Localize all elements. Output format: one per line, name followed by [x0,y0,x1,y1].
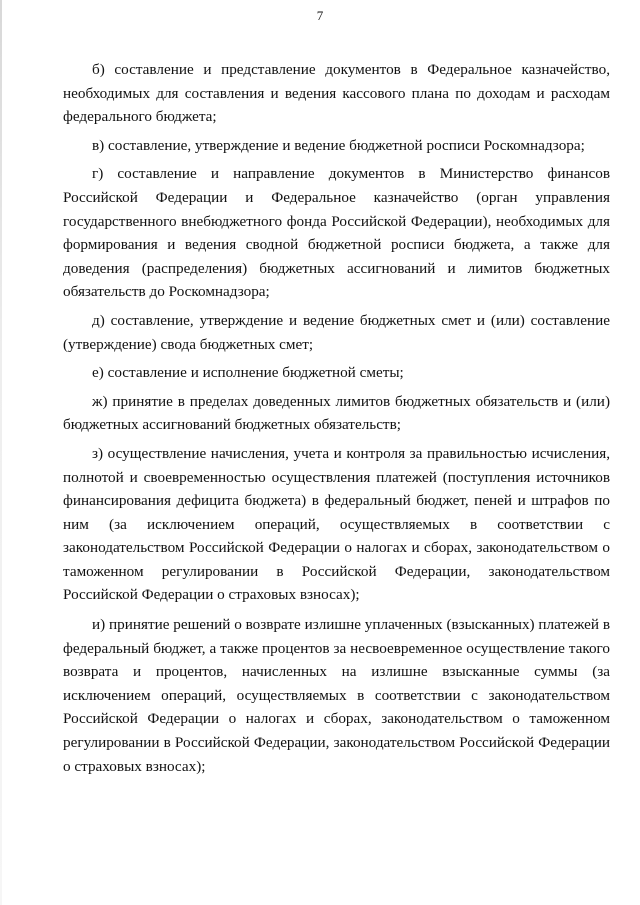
document-text-body [63,58,610,783]
paragraph-item-e: е) составление и исполнение бюджетной сметы; [92,364,404,382]
paragraph-item-d: д) составление, утверждение и ведение бюджетных смет и (или) составление (утверждение) свода бюджетных смет; [63,311,610,353]
paragraph-item-v: в) составление, утверждение и ведение бюджетной росписи Роскомнадзора; [92,136,585,154]
paragraph-item-zh: ж) принятие в пределах доведенных лимитов бюджетных обязательств и (или) бюджетных ассигнований бюджетных обязательств; [63,392,610,434]
scan-edge-shadow [0,0,2,905]
paragraph-item-i: и) принятие решений о возврате излишне уплаченных (взысканных) платежей в федеральный бюджет, а также процентов за несвоевременное осуществление такого возврата и процентов, начисленных на излишне взысканные суммы (за исключением операций, осуществляемых в соответствии с законодательством Российской Федерации о налогах и сборах, законодательством о таможенном регулировании в Российской Федерации, законодательством Российской Федерации о страховых взносах); [63,616,610,775]
paragraph-item-b: б) составление и представление документов в Федеральное казначейство, необходимых для составления и ведения кассового плана по доходам и расходам федерального бюджета; [63,61,610,126]
paragraph-item-g: г) составление и направление документов в Министерство финансов Российской Федерации и Федеральное казначейство (орган управления государственного внебюджетного фонда Российской Федерации), необходимых для формирования и ведения сводной бюджетной росписи бюджета, а также для доведения (распределения) бюджетных ассигнований и лимитов бюджетных обязательств до Роскомнадзора; [63,165,610,301]
paragraph-item-z: з) осуществление начисления, учета и контроля за правильностью исчисления, полнотой и своевременностью осуществления платежей (поступления источников финансирования дефицита бюджета) в федеральный бюджет, пеней и штрафов по ним (за исключением операций, осуществляемых в соответствии с законодательством Российской Федерации о налогах и сборах, законодательством о таможенном регулировании в Российской Федерации, законодательством Российской Федерации о страховых взносах); [63,444,610,604]
page-number: 7 [316,8,324,23]
